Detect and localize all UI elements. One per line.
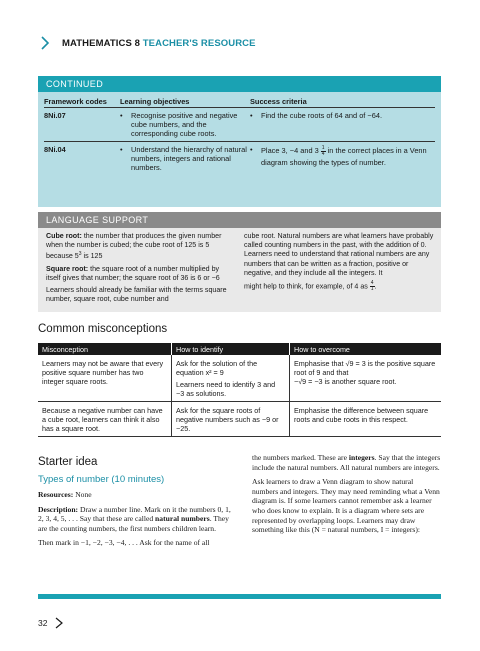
language-left-column	[46, 232, 234, 307]
success-criterion	[250, 145, 435, 172]
description-text: Description: Draw a number line. Mark on it the numbers 0, 1, 2, 3, 4, 5, . . . Say that these are called natural numbers. They are the counting numbers, the first numbers children learn.	[38, 504, 231, 533]
book-title: MATHEMATICS 8	[62, 37, 141, 49]
bullet-icon: •	[120, 145, 123, 154]
starter-left-column	[38, 490, 233, 553]
criterion-text: Place 3, −4 and 3 $\frac{1}{4}$ in the correct places in a Venn diagram showing the types of number.	[261, 144, 427, 167]
venn-instructions: Ask learners to draw a Venn diagram to show natural numbers and integers. They may need reminding what a Venn diagram is. If some learners cannot remember ask a learner who does know to explain. It is a diagram where sets are represented by overlapping loops. Learners may draw something like this (N = natural numbers, I = integers):	[252, 477, 440, 535]
col-how-to-identify: How to identify	[172, 343, 290, 355]
bullet-icon: •	[120, 111, 123, 120]
identify-cell: Ask for the solution of the equation x² = 9 Learners need to identify 3 and −3 as solutions.	[172, 355, 290, 401]
square-root-definition: Square root: the square root of a number multiplied by itself gives that number; the square root of 36 is 6 or −6	[46, 264, 220, 282]
number-types-text: cube root. Natural numbers are what learners have probably called counting numbers in the past, with the addition of 0. Learners need to understand that rational numbers are any numbers that can be written as a fraction, positive or negative, and they include all the integers. It	[244, 232, 434, 277]
framework-code: 8Ni.04	[44, 145, 66, 154]
misconceptions-table	[38, 343, 441, 437]
framework-table	[44, 95, 435, 175]
col-framework-codes: Framework codes	[44, 96, 107, 106]
objective-text: Recognise positive and negative cube numbers, and the corresponding cube roots.	[131, 111, 238, 138]
learning-objective	[120, 145, 250, 172]
table-row	[44, 142, 435, 175]
continued-box	[38, 76, 441, 207]
objective-text: Understand the hierarchy of natural numbers, integers and rational numbers.	[131, 145, 247, 172]
learning-objective	[120, 111, 250, 138]
framework-table-header	[44, 95, 435, 108]
misconception-cell: Because a negative number can have a cube root, learners can think it also has a square root.	[38, 402, 172, 436]
page-footer	[38, 617, 65, 629]
language-right-column	[244, 232, 434, 295]
misconceptions-header	[38, 343, 441, 355]
col-how-to-overcome: How to overcome	[294, 344, 350, 354]
bullet-icon: •	[250, 111, 253, 120]
table-row	[44, 108, 435, 142]
starter-title: Starter idea	[38, 456, 98, 468]
familiar-terms-text: Learners should already be familiar with the terms square number, square root, cube number and	[46, 286, 227, 304]
misconceptions-title: Common misconceptions	[38, 323, 168, 335]
overcome-cell: Emphasise that √9 = 3 is the positive square root of 9 and that −√9 = −3 is another square root.	[294, 359, 436, 386]
framework-code: 8Ni.07	[44, 111, 66, 120]
resources-line: Resources: None	[38, 490, 92, 499]
bullet-icon: •	[250, 145, 253, 154]
language-support-box	[38, 212, 441, 312]
continued-label: CONTINUED	[38, 76, 441, 92]
table-row	[38, 402, 441, 437]
chevron-right-icon	[53, 617, 65, 629]
book-subtitle: TEACHER'S RESOURCE	[142, 37, 256, 49]
fraction: $\frac{4}{1}$	[370, 280, 374, 293]
misconception-cell: Learners may not be aware that every positive square number has two integer square roots.	[38, 355, 172, 401]
page-number: 32	[38, 618, 48, 628]
col-learning-objectives: Learning objectives	[120, 96, 190, 106]
then-mark-text: Then mark in −1, −2, −3, −4, . . . Ask for the name of all	[38, 538, 210, 548]
starter-right-column	[252, 453, 441, 540]
language-support-label: LANGUAGE SUPPORT	[38, 212, 441, 228]
col-success-criteria: Success criteria	[250, 96, 307, 106]
identify-cell: Ask for the square roots of negative numbers such as −9 or −25.	[172, 402, 290, 436]
footer-bar	[38, 594, 441, 599]
running-header	[62, 38, 256, 49]
overcome-cell: Emphasise the difference between square roots and cube roots in this respect.	[294, 406, 429, 424]
col-misconception: Misconception	[38, 343, 172, 355]
criterion-text: Find the cube roots of 64 and of −64.	[261, 111, 383, 120]
page-header	[38, 36, 256, 50]
chevron-right-icon	[38, 36, 52, 50]
starter-subtitle: Types of number (10 minutes)	[38, 474, 165, 485]
rational-example: might help to think, for example, of 4 as $\frac{4}{1}$ .	[244, 280, 377, 293]
table-row	[38, 355, 441, 402]
cube-root-definition: Cube root: the number that produces the given number when the number is cubed; the cube root of 125 is 5 because $5^3$ is 125	[46, 232, 222, 261]
integers-text: the numbers marked. These are integers. Say that the integers include the natural numbers. All natural numbers are integers.	[252, 453, 441, 472]
success-criterion	[250, 111, 435, 138]
fraction: $\frac{1}{4}$	[321, 144, 325, 157]
